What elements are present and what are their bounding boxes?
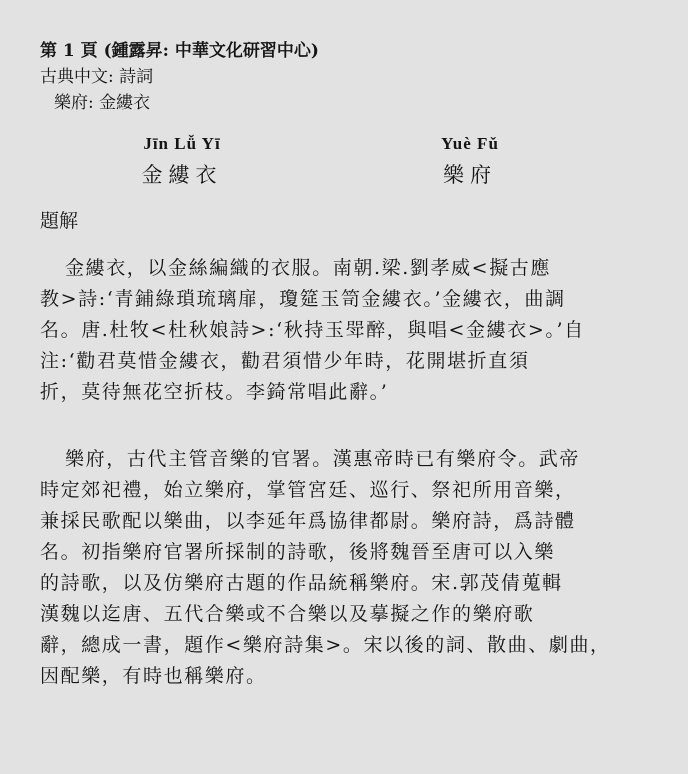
pinyin-jin-lu-yi: Jīn Lǚ Yī: [143, 134, 221, 153]
title-yue-fu: [420, 126, 520, 188]
title-jin-lu-yi: [122, 126, 242, 188]
category-line: 古典中文: 詩詞: [40, 67, 154, 87]
hanzi-yue-fu: 樂府: [443, 163, 497, 187]
pinyin-yue-fu: Yuè Fǔ: [441, 134, 499, 153]
paragraph-yue-fu: [40, 444, 648, 692]
subcategory-line: 樂府: 金縷衣: [54, 93, 151, 113]
paragraph-line: 樂府，古代主管音樂的官署。漢惠帝時已有樂府令。武帝: [65, 448, 581, 470]
paragraph-line: 教>詩:‘青鋪綠瑣琉璃扉，瓊筵玉笥金縷衣。’金縷衣，曲調: [40, 288, 566, 310]
paragraph-line: 注:‘勸君莫惜金縷衣，勸君須惜少年時，花開堪折直須: [40, 350, 530, 372]
paragraph-line: 漢魏以迄唐、五代合樂或不合樂以及摹擬之作的樂府歌: [40, 603, 535, 625]
page-title: 第 1 頁 (鍾露昇: 中華文化研習中心): [40, 41, 319, 61]
section-heading: 題解: [40, 210, 79, 232]
paragraph-line: 辭，總成一書，題作<樂府詩集>。宋以後的詞、散曲、劇曲，: [40, 634, 611, 656]
paragraph-line: 因配樂，有時也稱樂府。: [40, 665, 267, 687]
paragraph-line: 折，莫待無花空折枝。李錡常唱此辭。’: [40, 381, 389, 403]
paragraph-line: 時定郊祀禮，始立樂府，掌管宮廷、巡行、祭祀所用音樂，: [40, 479, 576, 501]
hanzi-jin-lu-yi: 金縷衣: [141, 163, 223, 187]
paragraph-line: 名。初指樂府官署所採制的詩歌，後將魏晉至唐可以入樂: [40, 541, 556, 563]
page-header: [40, 38, 319, 116]
paragraph-line: 的詩歌，以及仿樂府古題的作品統稱樂府。宋.郭茂倩蒐輯: [40, 572, 563, 594]
paragraph-line: 金縷衣，以金絲編織的衣服。南朝.梁.劉孝威<擬古應: [65, 257, 552, 279]
paragraph-line: 名。唐.杜牧<杜秋娘詩>:‘秋持玉斝醉，與唱<金縷衣>。’自: [40, 319, 585, 341]
paragraph-jin-lu-yi: [40, 253, 648, 408]
paragraph-line: 兼採民歌配以樂曲，以李延年爲協律都尉。樂府詩，爲詩體: [40, 510, 576, 532]
